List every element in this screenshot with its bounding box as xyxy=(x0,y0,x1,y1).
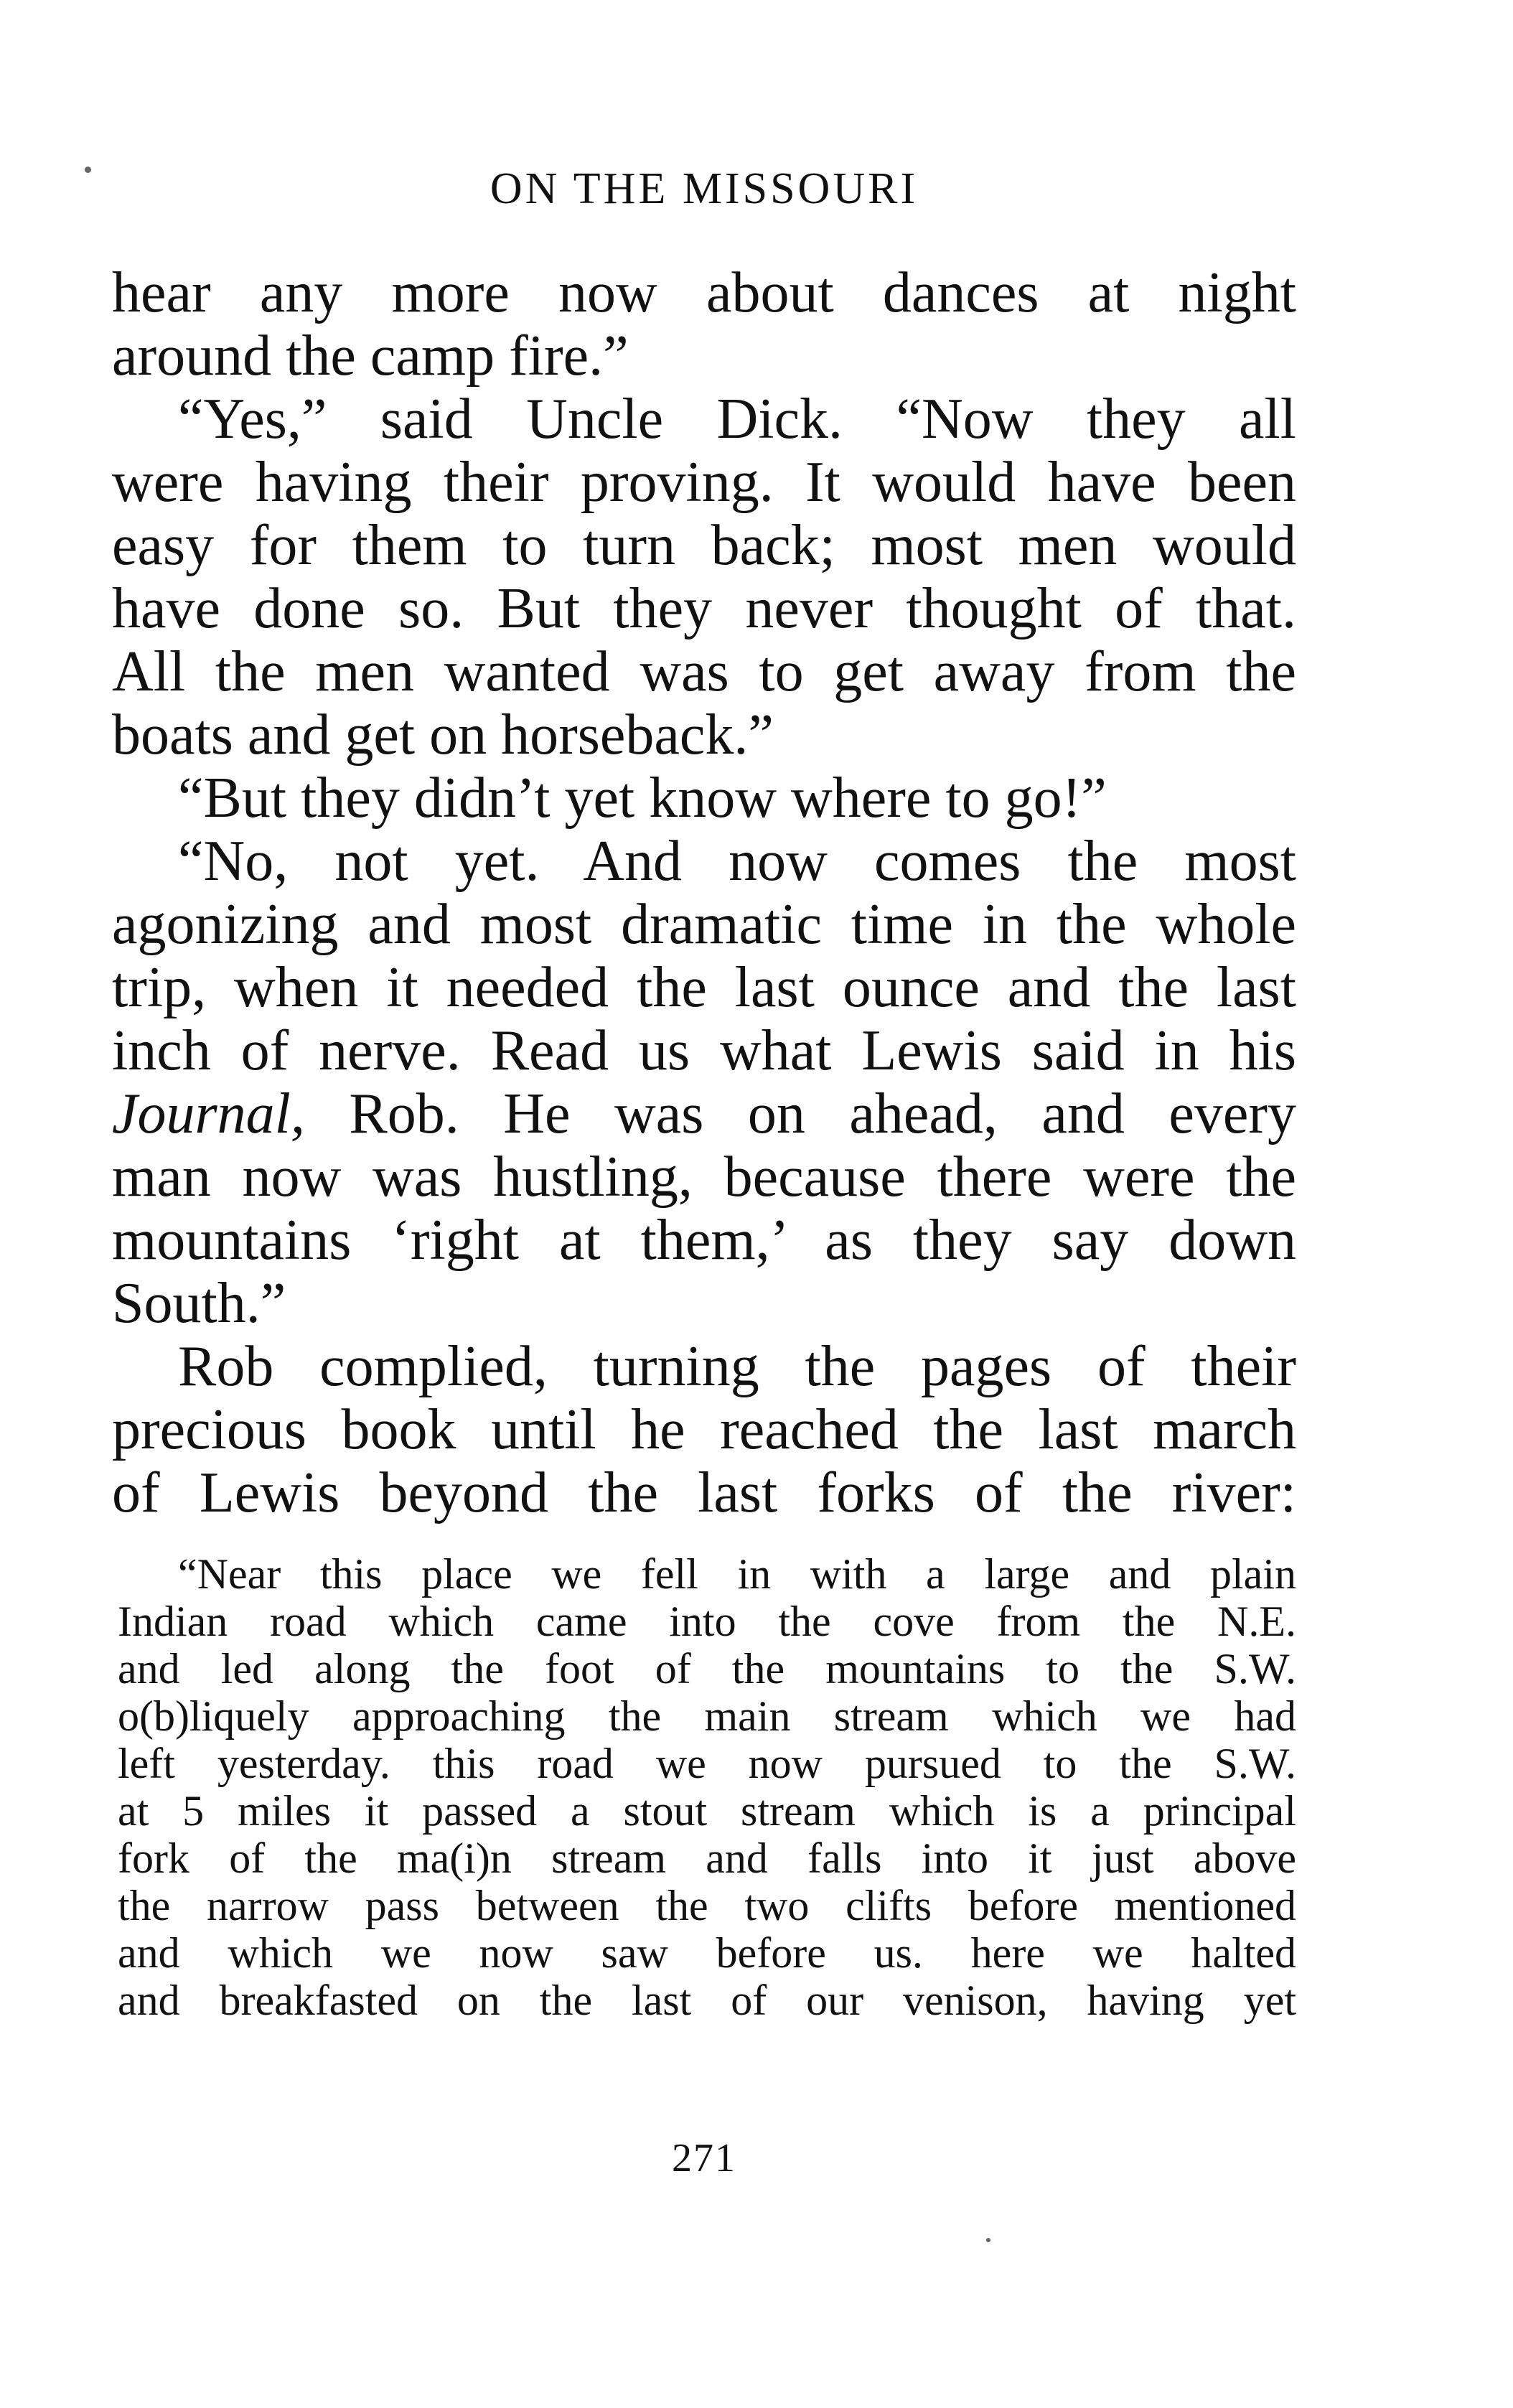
text-line: “But they didn’t yet know where to go!” xyxy=(178,767,1107,830)
quote-line: and led along the foot of the mountains to the S.W. xyxy=(118,1645,1296,1692)
quote-line: and breakfasted on the last of our venison, having yet xyxy=(118,1977,1296,2024)
quote-line: the narrow pass between the two clifts before mentioned xyxy=(118,1882,1296,1929)
text-line: Rob complied, turning the pages of their xyxy=(178,1335,1296,1398)
scan-speck xyxy=(85,167,91,173)
text-line: boats and get on horseback.” xyxy=(112,703,774,767)
text-line xyxy=(112,1082,1296,1146)
scan-speck xyxy=(986,2238,990,2242)
text-line-rest: Rob. He was on ahead, and every xyxy=(304,1082,1296,1146)
page-number: 271 xyxy=(672,2136,736,2180)
text-line: All the men wanted was to get away from the xyxy=(112,640,1296,703)
book-page xyxy=(112,0,1296,2408)
text-line: man now was hustling, because there were the xyxy=(112,1146,1296,1209)
quote-line: at 5 miles it passed a stout stream which is a principal xyxy=(118,1787,1296,1835)
quote-line: Indian road which came into the cove from the N.E. xyxy=(118,1598,1296,1645)
quote-line: left yesterday. this road we now pursued to the S.W. xyxy=(118,1740,1296,1787)
quote-line: fork of the ma(i)n stream and falls into it just above xyxy=(118,1835,1296,1882)
text-line: “No, not yet. And now comes the most xyxy=(178,830,1296,893)
text-line: around the camp fire.” xyxy=(112,324,629,388)
quote-line: “Near this place we fell in with a large and plain xyxy=(178,1550,1296,1598)
text-line: have done so. But they never thought of that. xyxy=(112,577,1296,640)
quote-line: o(b)liquely approaching the main stream which we had xyxy=(118,1692,1296,1740)
body-text xyxy=(112,261,1296,1524)
text-line: trip, when it needed the last ounce and the last xyxy=(112,956,1296,1019)
text-line: precious book until he reached the last march xyxy=(112,1398,1296,1461)
block-quote xyxy=(118,1550,1296,2024)
text-line: South.” xyxy=(112,1272,286,1335)
text-line: mountains ‘right at them,’ as they say down xyxy=(112,1209,1296,1272)
text-line: inch of nerve. Read us what Lewis said in his xyxy=(112,1019,1296,1082)
running-head: ON THE MISSOURI xyxy=(490,164,919,213)
text-line: of Lewis beyond the last forks of the river: xyxy=(112,1461,1296,1524)
quote-line: and which we now saw before us. here we halted xyxy=(118,1929,1296,1977)
journal-title: Journal, xyxy=(112,1082,305,1146)
text-line: were having their proving. It would have been xyxy=(112,451,1296,514)
text-line: “Yes,” said Uncle Dick. “Now they all xyxy=(178,388,1296,451)
text-line: easy for them to turn back; most men would xyxy=(112,514,1296,577)
text-line: hear any more now about dances at night xyxy=(112,261,1296,324)
text-line: agonizing and most dramatic time in the whole xyxy=(112,893,1296,956)
